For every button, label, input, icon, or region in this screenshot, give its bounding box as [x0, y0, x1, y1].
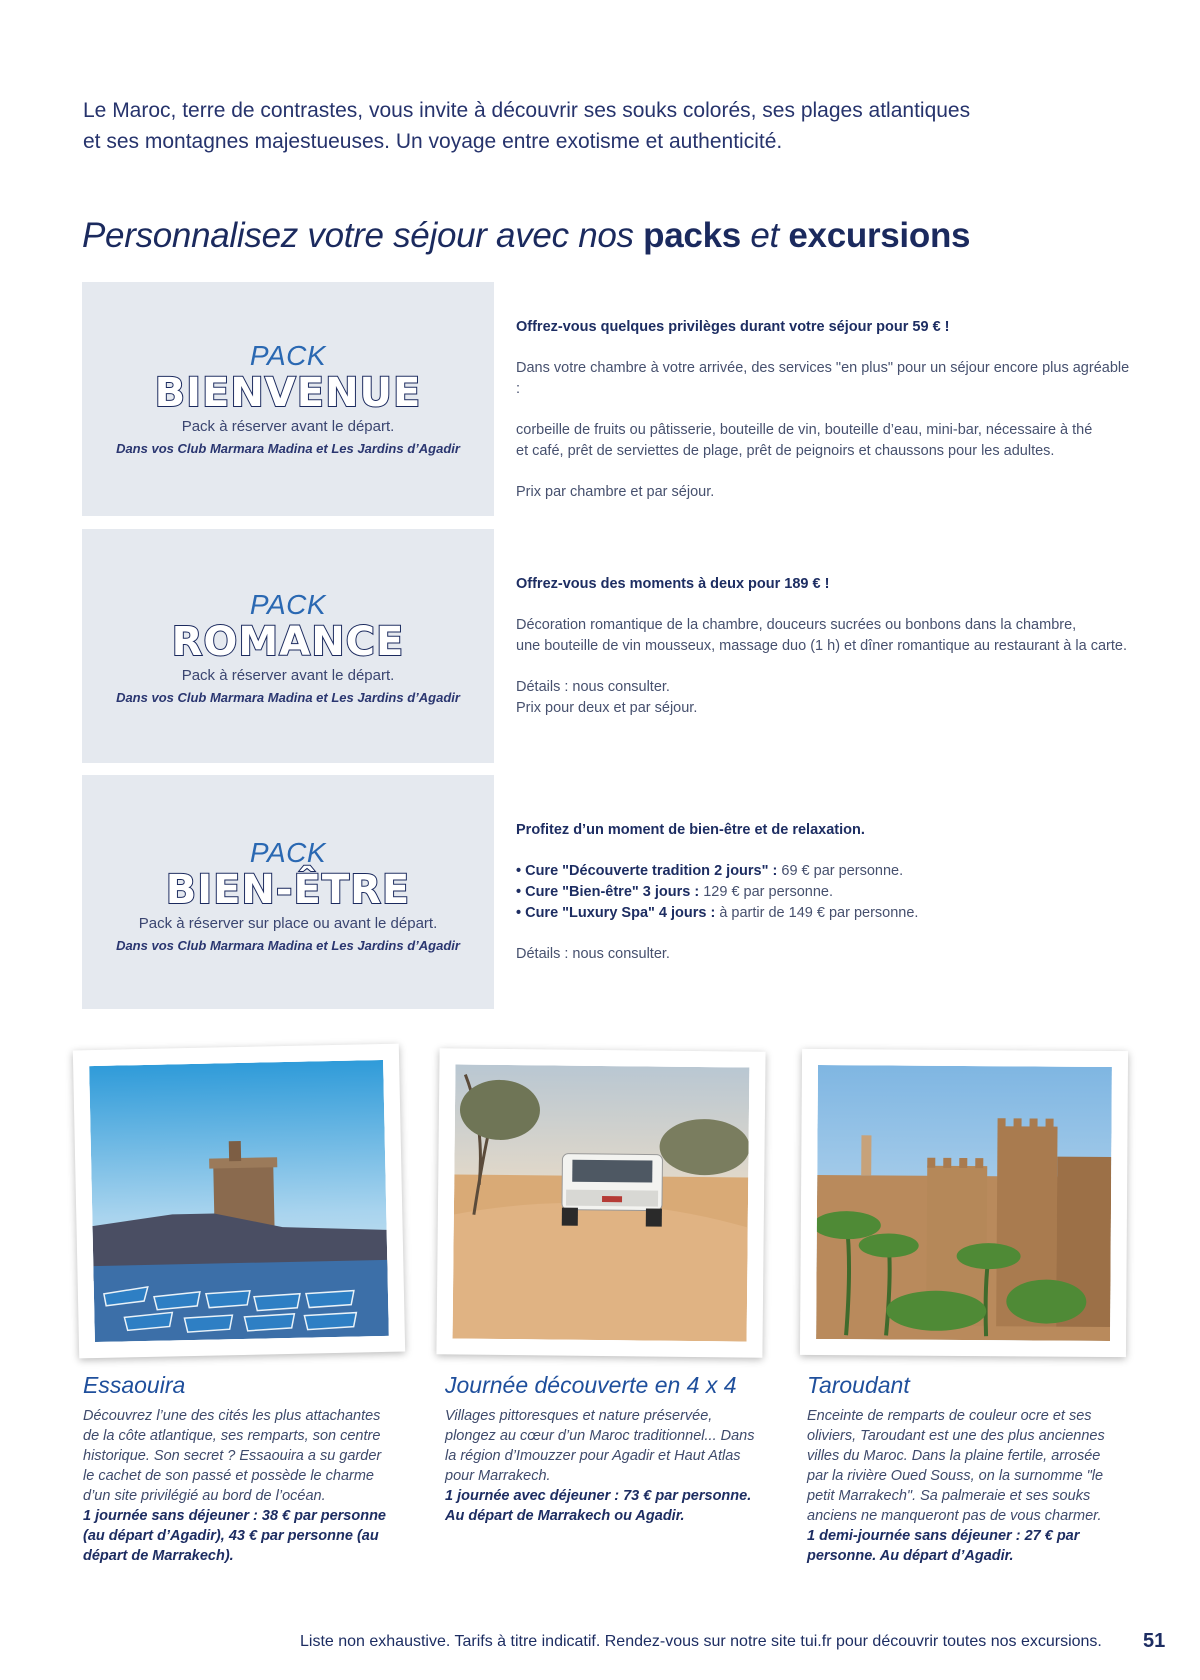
pack-lead: Offrez-vous des moments à deux pour 189 € ! — [516, 576, 830, 592]
essaouira-photo-frame — [73, 1044, 405, 1359]
heading-bold-2: excursions — [788, 216, 971, 255]
essaouira-photo — [89, 1060, 389, 1342]
pack-name: ROMANCE — [171, 619, 405, 665]
heading-bold-1: packs — [643, 216, 741, 255]
cure-name: • Cure "Luxury Spa" 4 jours : — [516, 905, 716, 921]
pack-bien-etre-description — [516, 820, 1136, 985]
intro-line-1: Le Maroc, terre de contrastes, vous invite à découvrir ses souks colorés, ses plages atlantiques — [83, 99, 971, 122]
excursion-description — [83, 1406, 393, 1566]
pack-line: corbeille de fruits ou pâtisserie, bouteille de vin, bouteille d’eau, mini-bar, nécessaire à thé — [516, 422, 1093, 438]
pack-location: Dans vos Club Marmara Madina et Les Jardins d’Agadir — [116, 938, 460, 953]
excursion-description — [807, 1406, 1117, 1566]
cure-list — [516, 861, 1136, 924]
pack-note: Pack à réserver avant le départ. — [181, 667, 395, 684]
excursion-price: 1 demi-journée sans déjeuner : 27 € par personne. Au départ d’Agadir. — [807, 1528, 1080, 1564]
pack-note: Pack à réserver sur place ou avant le départ. — [138, 915, 438, 932]
intro-line-2: et ses montagnes majestueuses. Un voyage entre exotisme et authenticité. — [83, 130, 783, 153]
pack-name: BIENVENUE — [154, 370, 422, 416]
page-number: 51 — [1143, 1630, 1166, 1652]
pack-line: Décoration romantique de la chambre, douceurs sucrées ou bonbons dans la chambre, — [516, 617, 1077, 633]
taroudant-illustration — [816, 1065, 1112, 1341]
pack-romance-card — [82, 529, 494, 763]
excursion-description — [445, 1406, 755, 1526]
heading-part-1: Personnalisez votre séjour avec nos — [82, 216, 644, 255]
pack-line: Prix pour deux et par séjour. — [516, 700, 698, 716]
pack-label: PACK — [249, 340, 327, 371]
footer-note: Liste non exhaustive. Tarifs à titre indicatif. Rendez-vous sur notre site tui.fr pour découvrir toutes nos excursions. — [300, 1633, 1102, 1650]
4x4-photo-frame — [436, 1048, 765, 1357]
cure-price: 129 € par personne. — [699, 884, 834, 900]
excursion-title: Taroudant — [807, 1372, 910, 1398]
pack-paragraph — [516, 420, 1136, 462]
heading-part-2: et — [740, 216, 789, 255]
4x4-illustration — [453, 1064, 750, 1341]
pack-paragraph: Dans votre chambre à votre arrivée, des services "en plus" pour un séjour encore plus agréable : — [516, 360, 1130, 397]
excursion-text: Enceinte de remparts de couleur ocre et ses oliviers, Taroudant est une des plus anciennes villes du Maroc. Dans la plaine fertile, arrosée par la rivière Oued Souss, on la surnomme "le petit Marrakech". Sa palmeraie et ses souks anciens ne manqueront pas de vous charmer. — [807, 1408, 1105, 1524]
pack-name: BIEN-ÊTRE — [165, 867, 411, 913]
pack-bien-etre-card — [82, 775, 494, 1009]
pack-label: PACK — [249, 837, 327, 868]
pack-paragraph — [516, 615, 1136, 657]
taroudant-photo — [816, 1065, 1112, 1341]
pack-location: Dans vos Club Marmara Madina et Les Jardins d’Agadir — [116, 690, 460, 705]
excursion-price: 1 journée sans déjeuner : 38 € par personne (au départ d’Agadir), 43 € par personne (au départ de Marrakech). — [83, 1508, 386, 1564]
pack-romance-description — [516, 574, 1136, 739]
pack-line: et café, prêt de serviettes de plage, prêt de peignoirs et chaussons pour les adultes. — [516, 443, 1055, 459]
pack-paragraph — [516, 677, 1136, 719]
intro-paragraph — [83, 95, 1043, 157]
cure-price: à partir de 149 € par personne. — [715, 905, 919, 921]
excursion-title: Journée découverte en 4 x 4 — [445, 1372, 737, 1398]
list-item — [516, 903, 1136, 924]
pack-paragraph: Prix par chambre et par séjour. — [516, 484, 715, 500]
section-heading — [82, 216, 970, 256]
pack-line: Détails : nous consulter. — [516, 679, 670, 695]
pack-label: PACK — [249, 589, 327, 620]
list-item — [516, 882, 1136, 903]
cure-name: • Cure "Découverte tradition 2 jours" : — [516, 863, 778, 879]
taroudant-photo-frame — [800, 1049, 1128, 1357]
pack-bienvenue-description — [516, 317, 1136, 523]
essaouira-illustration — [89, 1060, 389, 1342]
list-item — [516, 861, 1136, 882]
pack-location: Dans vos Club Marmara Madina et Les Jardins d’Agadir — [116, 441, 460, 456]
pack-note: Pack à réserver avant le départ. — [181, 418, 395, 435]
pack-bienvenue-card — [82, 282, 494, 516]
pack-lead: Profitez d’un moment de bien-être et de relaxation. — [516, 822, 865, 838]
excursion-price: 1 journée avec déjeuner : 73 € par personne. Au départ de Marrakech ou Agadir. — [445, 1488, 752, 1524]
excursion-text: Villages pittoresques et nature préservée, plongez au cœur d’un Maroc traditionnel... Dans la région d’Imouzzer pour Agadir et Haut Atlas pour Marrakech. — [445, 1408, 755, 1484]
excursion-text: Découvrez l’une des cités les plus attachantes de la côte atlantique, ses remparts, son centre historique. Son secret ? Essaouira a su garder le cachet de son passé et possède le charme d’un site privilégié au bord de l’océan. — [83, 1408, 382, 1504]
excursion-title: Essaouira — [83, 1372, 186, 1398]
4x4-photo — [453, 1064, 750, 1341]
cure-name: • Cure "Bien-être" 3 jours : — [516, 884, 700, 900]
pack-paragraph: Détails : nous consulter. — [516, 946, 670, 962]
pack-line: une bouteille de vin mousseux, massage duo (1 h) et dîner romantique au restaurant à la carte. — [516, 638, 1127, 654]
pack-lead: Offrez-vous quelques privilèges durant votre séjour pour 59 € ! — [516, 319, 950, 335]
cure-price: 69 € par personne. — [777, 863, 904, 879]
